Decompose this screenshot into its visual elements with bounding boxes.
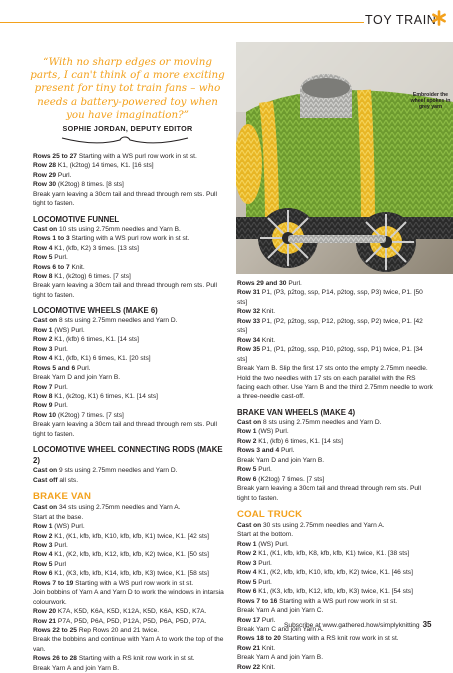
pattern-row [237,540,433,549]
row-label: Row 4 [237,569,257,577]
pattern-row [33,244,229,253]
row-instruction: (K2tog) 8 times. [8 sts] [56,181,124,189]
row-instruction: Purl [52,560,66,568]
row-label: Row 5 [237,578,257,586]
row-instruction: K1, (kfb, K1) 6 times, K1. [20 sts] [52,355,151,363]
row-instruction: K1, (K2, kfb, kfb, K12, kfb, kfb, K2) twice, K1. [50 sts] [52,551,209,559]
row-instruction: K1, (K2, kfb, kfb, K10, kfb, kfb, K2) twice, K1. [46 sts] [256,569,413,577]
instruction-text: Break Yarn B. Slip the first 17 sts onto the empty 2.75mm needle. Hold the two needles with 17 sts on each parallel with the RS facing each other. Use Yarn B and the third 2.75mm needle to work a three-needle cast-off. [237,365,433,401]
decorative-swirl [60,132,190,146]
pattern-row [237,587,433,596]
pattern-row [33,411,229,420]
row-instruction: Purl. [256,578,272,586]
row-label: Row 1 [237,428,257,436]
row-label: Row 2 [33,336,53,344]
train-illustration [236,42,453,274]
row-label: Cast on [237,521,262,529]
pattern-row [33,253,229,262]
row-instruction: 34 sts using 2.75mm needles and Yarn A. [57,504,181,512]
pattern-row [237,446,433,455]
pattern-row [33,654,229,663]
row-label: Row 4 [33,355,53,363]
pattern-row [33,476,229,485]
pattern-row [33,607,229,616]
row-label: Row 21 [33,617,57,625]
section-heading: LOCOMOTIVE FUNNEL [33,214,120,224]
instruction-text: Break Yarn A and join Yarn C. [237,607,324,615]
row-label: Row 5 [237,466,257,474]
pattern-row [33,180,229,189]
pattern-row [33,335,229,344]
row-label: Rows 5 and 6 [33,364,76,372]
row-label: Row 30 [33,181,57,189]
row-label: Cast on [237,418,262,426]
left-column [33,152,229,673]
row-label: Rows 7 to 19 [33,579,74,587]
row-instruction: K1, (k2tog) 6 times. [7 sts] [52,272,131,280]
pattern-row [33,225,229,234]
instruction-text: Break yarn leaving a 30cm tail and thread through rem sts. Pull tight to fasten. [33,190,217,208]
pattern-row [237,427,433,436]
pattern-row [33,383,229,392]
row-instruction: Purl. [56,171,72,179]
row-label: Row 9 [33,402,53,410]
instruction-text: Start at the bottom. [237,531,294,539]
row-instruction: 8 sts using 2.75mm needles and Yarn D. [261,418,382,426]
row-instruction: Purl. [75,364,91,372]
row-label: Row 5 [33,560,53,568]
row-instruction: K1, (K3, kfb, kfb, K14, kfb, kfb, K3) twice, K1. [58 sts] [52,570,209,578]
row-label: Row 5 [33,254,53,262]
pattern-row [237,279,433,288]
row-instruction: P1, (P2, p2tog, ssp, P12, p2tog, ssp, P2) twice, P1. [42 sts] [237,317,423,335]
pattern-row [237,549,433,558]
pattern-row [237,437,433,446]
pattern-row [237,568,433,577]
photo-callout: Embroider the wheel spokes in grey yarn [410,92,451,111]
row-label: Row 2 [237,437,257,445]
row-instruction: P7A, P5D, P6A, P5D, P12A, P5D, P6A, P5D, P7A. [56,617,207,625]
pattern-row [237,578,433,587]
footer-subscribe-text: Subscribe at www.gathered.how/simplyknitting [284,622,420,629]
row-instruction: Knit. [260,336,276,344]
row-label: Rows 1 to 3 [33,235,70,243]
pattern-row [33,263,229,272]
row-instruction: Starting with a WS purl row work in st st. [69,235,190,243]
row-label: Row 31 [237,289,261,297]
pattern-row [33,171,229,180]
pattern-row [237,644,433,653]
row-instruction: Knit. [260,308,276,316]
pattern-row [33,401,229,410]
row-instruction: Knit. [260,644,276,652]
pattern-row [33,234,229,243]
row-instruction: Starting with a WS purl row work in st st. [277,597,398,605]
row-instruction: 10 sts using 2.75mm needles and Yarn B. [57,225,181,233]
row-label: Cast on [33,467,58,475]
row-instruction: Purl. [260,616,276,624]
row-label: Rows 18 to 20 [237,635,281,643]
row-label: Rows 6 to 7 [33,263,70,271]
instruction-text: Break Yarn A and join Yarn B. [237,654,324,662]
quote-author: SOPHIE JORDAN, DEPUTY EDITOR [62,124,193,134]
row-label: Row 7 [33,383,53,391]
pattern-row [33,532,229,541]
row-label: Row 3 [33,541,53,549]
row-label: Row 3 [237,559,257,567]
row-label: Row 4 [33,551,53,559]
row-label: Rows 25 to 27 [33,153,77,160]
row-instruction: K1, (kfb) 6 times, K1. [14 sts] [256,437,343,445]
row-label: Row 32 [237,308,261,316]
section-heading: LOCOMOTIVE WHEEL CONNECTING RODS (MAKE 2) [33,445,223,466]
row-label: Cast off [33,476,58,484]
row-label: Row 22 [237,663,261,671]
section-heading: BRAKE VAN WHEELS (MAKE 4) [237,407,356,417]
row-instruction: Knit. [260,663,276,671]
row-instruction: Purl. [52,254,68,262]
row-instruction: (WS) Purl. [52,523,85,531]
row-label: Rows 3 and 4 [237,447,280,455]
pattern-row [33,354,229,363]
row-label: Row 33 [237,317,261,325]
pattern-row [33,392,229,401]
row-label: Row 1 [33,326,53,334]
section-heading: BRAKE VAN [33,491,92,503]
row-label: Rows 26 to 28 [33,655,77,663]
row-instruction: Purl. [52,383,68,391]
instruction-text: Join bobbins of Yarn A and Yarn D to work the windows in intarsia colourwork. [33,589,224,606]
row-instruction: Purl. [52,345,68,353]
pattern-row [33,626,229,635]
row-instruction: Purl. [52,541,68,549]
row-instruction: (WS) Purl. [256,540,289,548]
pattern-row [237,521,433,530]
row-instruction: (K2tog) 7 times. [7 sts] [256,475,325,483]
row-instruction: K1, (K1, kfb, kfb, K10, kfb, kfb, K1) twice, K1. [42 sts] [52,532,209,540]
instruction-text: Break the bobbins and continue with Yarn A to work the top of the van. [33,636,224,653]
row-instruction: (WS) Purl. [52,326,85,334]
row-instruction: Purl. [286,280,302,287]
row-label: Row 34 [237,336,261,344]
row-label: Row 8 [33,392,53,400]
pattern-row [33,522,229,531]
row-label: Row 4 [33,244,53,252]
row-label: Row 20 [33,608,57,616]
row-label: Rows 22 to 25 [33,627,77,635]
row-label: Row 1 [237,540,257,548]
row-instruction: Purl. [256,559,272,567]
pattern-row [237,345,433,364]
pattern-row [33,152,229,161]
row-label: Row 6 [33,570,53,578]
instruction-text: Break Yarn C and join Yarn A. [237,625,324,633]
pattern-row [237,336,433,345]
row-label: Rows 7 to 16 [237,597,278,605]
pattern-row [237,307,433,316]
instruction-text: Break Yarn A and join Yarn B. [33,664,120,672]
pattern-row [33,364,229,373]
row-label: Row 2 [33,532,53,540]
row-instruction: 30 sts using 2.75mm needles and Yarn A. [261,521,385,529]
pattern-row [33,161,229,170]
row-instruction: Purl. [52,402,68,410]
pattern-row [33,503,229,512]
row-label: Row 35 [237,346,261,354]
row-instruction: K1, (K3, kfb, kfb, K12, kfb, kfb, K3) twice, K1. [54 sts] [256,588,413,596]
row-instruction: Rep Rows 20 and 21 twice. [76,627,160,635]
pattern-row [33,617,229,626]
pattern-row [237,559,433,568]
row-instruction: K7A, K5D, K6A, K5D, K12A, K5D, K6A, K5D, K7A. [56,608,207,616]
pattern-row [33,326,229,335]
row-label: Row 6 [237,475,257,483]
section-heading: COAL TRUCK [237,508,303,520]
instruction-text: Start at the base. [33,513,84,521]
row-label: Row 17 [237,616,261,624]
row-instruction: K1, (kfb, K2) 3 times. [13 sts] [52,244,139,252]
pattern-row [33,541,229,550]
pattern-row [33,550,229,559]
row-instruction: P1, (P3, p2tog, ssp, P14, p2tog, ssp, P3) twice, P1. [50 sts] [237,289,423,306]
row-label: Row 28 [33,162,57,170]
pattern-row [33,569,229,578]
page-footer [284,620,432,629]
row-label: Cast on [33,504,58,512]
instruction-text: Break yarn leaving a 30cm tail and thread through rem sts. Pull tight to fasten. [237,485,421,502]
pattern-row [33,345,229,354]
pattern-row [237,418,433,427]
header-rule [0,22,364,23]
knitted-train-photo [236,42,453,274]
pattern-row [33,466,229,475]
pattern-row [237,465,433,474]
page-number: 35 [422,620,432,629]
row-label: Row 21 [237,644,261,652]
instruction-text: Break Yarn D and join Yarn B. [237,456,325,464]
row-instruction: 8 sts using 2.75mm needles and Yarn D. [57,317,178,325]
pattern-row [237,288,433,307]
row-label: Row 8 [33,272,53,280]
row-label: Cast on [33,225,58,233]
row-instruction: Starting with a RS knit row work in st st. [76,655,195,663]
asterisk-icon [431,10,447,26]
row-instruction: all sts. [57,476,79,484]
row-label: Rows 29 and 30 [237,280,287,287]
row-label: Row 3 [33,345,53,353]
row-instruction: Purl. [279,447,295,455]
row-instruction: Starting with a WS purl row work in st st. [73,579,194,587]
row-instruction: Purl. [256,466,272,474]
row-label: Cast on [33,317,58,325]
pattern-row [237,634,433,643]
pattern-row [33,579,229,588]
row-label: Row 1 [33,523,53,531]
row-instruction: Starting with a WS purl row work in st st. [76,153,197,160]
pattern-row [33,272,229,281]
pattern-row [33,316,229,325]
pattern-row [237,317,433,336]
instruction-text: Break yarn leaving a 30cm tail and thread through rem sts. Pull tight to fasten. [33,282,217,299]
row-instruction: K1, (k2tog) 14 times, K1. [16 sts] [56,162,154,170]
row-instruction: K1, (kfb) 6 times, K1. [14 sts] [52,336,139,344]
pattern-row [237,663,433,672]
section-heading: LOCOMOTIVE WHEELS (MAKE 6) [33,306,158,316]
right-column [237,279,433,672]
pattern-row [33,560,229,569]
row-label: Row 6 [237,588,257,596]
row-instruction: Starting with a RS knit row work in st st. [280,635,399,643]
row-label: Row 10 [33,411,57,419]
row-instruction: P1, (P1, p2tog, ssp, P10, p2tog, ssp, P1) twice, P1. [34 sts] [237,346,423,363]
row-instruction: (WS) Purl. [256,428,289,436]
row-instruction: (K2tog) 7 times. [7 sts] [56,411,124,419]
pattern-row [237,597,433,606]
instruction-text: Break yarn leaving a 30cm tail and thread through rem sts. Pull tight to fasten. [33,421,217,438]
row-instruction: 9 sts using 2.75mm needles and Yarn D. [57,467,178,475]
row-instruction: Knit. [69,263,85,271]
row-label: Row 29 [33,171,57,179]
instruction-text: Break Yarn D and join Yarn B. [33,374,121,382]
pattern-row [237,475,433,484]
page-header [0,0,453,42]
row-label: Row 2 [237,550,257,558]
row-instruction: K1, (k2tog, K1) 6 times, K1. [14 sts] [52,392,158,400]
section-title: TOY TRAIN [365,13,437,27]
row-instruction: K1, (K1, kfb, kfb, K8, kfb, kfb, K1) twice, K1. [38 sts] [256,550,410,558]
quote-text: “With no sharp edges or moving parts, I can't think of a more exciting present for tiny tot train fans – who needs a battery-powered toy when you have imagination?” [30,56,225,121]
